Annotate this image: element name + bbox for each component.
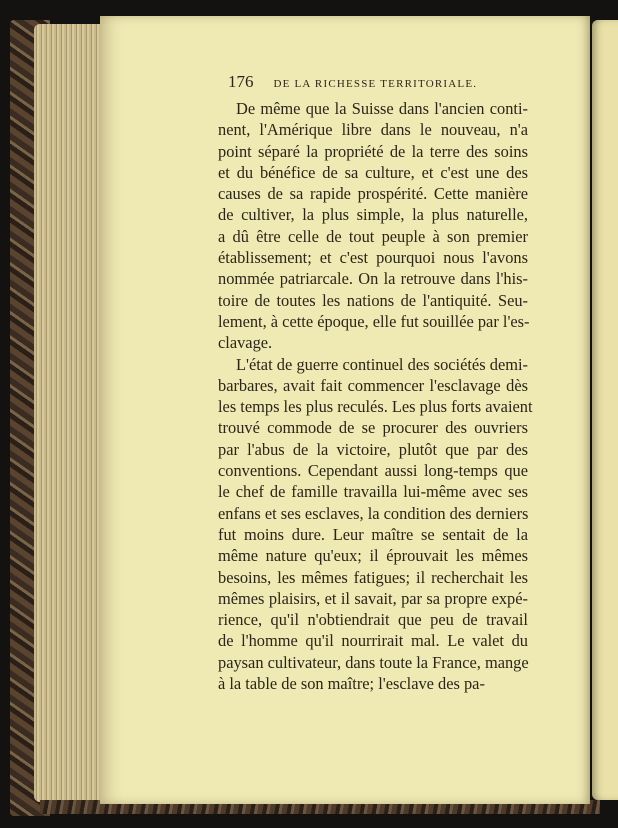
- page-edges: [34, 24, 102, 802]
- running-title: DE LA RICHESSE TERRITORIALE.: [273, 78, 478, 90]
- text-line: de l'homme qu'il nourrirait mal. Le valet du: [218, 631, 528, 651]
- text-line: les temps les plus reculés. Les plus forts avaient: [218, 397, 533, 417]
- text-line: et du bénéfice de sa culture, et c'est une des: [218, 162, 528, 182]
- text-line: point séparé la propriété de la terre des soins: [218, 141, 528, 161]
- text-line: toire de toutes les nations de l'antiquité. Seu-: [218, 290, 528, 310]
- facing-page: [592, 20, 618, 800]
- text-line: clavage.: [218, 333, 273, 353]
- text-line: établissement; et c'est pourquoi nous l'avons: [218, 248, 528, 268]
- text-line: L'état de guerre continuel des sociétés demi-: [236, 354, 528, 374]
- text-line: par l'abus de la victoire, plutôt que par des: [218, 439, 528, 459]
- text-line: nent, l'Amérique libre dans le nouveau, n'a: [218, 120, 528, 140]
- text-line: lement, à cette époque, elle fut souillée par l'es-: [218, 311, 530, 331]
- paragraph: [218, 98, 528, 354]
- page-number: 176: [228, 72, 254, 91]
- text-line: conventions. Cependant aussi long-temps que: [218, 461, 528, 481]
- text-line: besoins, les mêmes fatigues; il recherchait les: [218, 567, 528, 587]
- text-line: fut moins dure. Leur maître se sentait de la: [218, 524, 528, 544]
- text-line: De même que la Suisse dans l'ancien conti-: [236, 99, 528, 118]
- body-text: [218, 98, 533, 694]
- text-line: paysan cultivateur, dans toute la France, mange: [218, 652, 529, 672]
- page-header: [228, 72, 528, 92]
- text-line: rience, qu'il n'obtiendrait que peu de travail: [218, 610, 528, 630]
- paragraph: [218, 354, 533, 695]
- text-line: à la table de son maître; l'esclave des pa-: [218, 674, 485, 694]
- text-line: nommée patriarcale. On la retrouve dans l'his-: [218, 269, 528, 289]
- text-line: mêmes plaisirs, et il savait, par sa propre expé-: [218, 588, 528, 608]
- text-line: a dû être celle de tout peuple à son premier: [218, 226, 528, 246]
- text-line: barbares, avait fait commencer l'esclavage dès: [218, 375, 528, 395]
- text-line: de cultiver, la plus simple, la plus naturelle,: [218, 205, 528, 225]
- text-line: causes de sa rapide prospérité. Cette manière: [218, 184, 528, 204]
- text-line: trouvé commode de se procurer des ouvriers: [218, 418, 528, 438]
- text-line: même nature qu'eux; il éprouvait les mêmes: [218, 546, 528, 566]
- text-line: enfans et ses esclaves, la condition des derniers: [218, 503, 529, 523]
- text-line: le chef de famille travailla lui-même avec ses: [218, 482, 528, 502]
